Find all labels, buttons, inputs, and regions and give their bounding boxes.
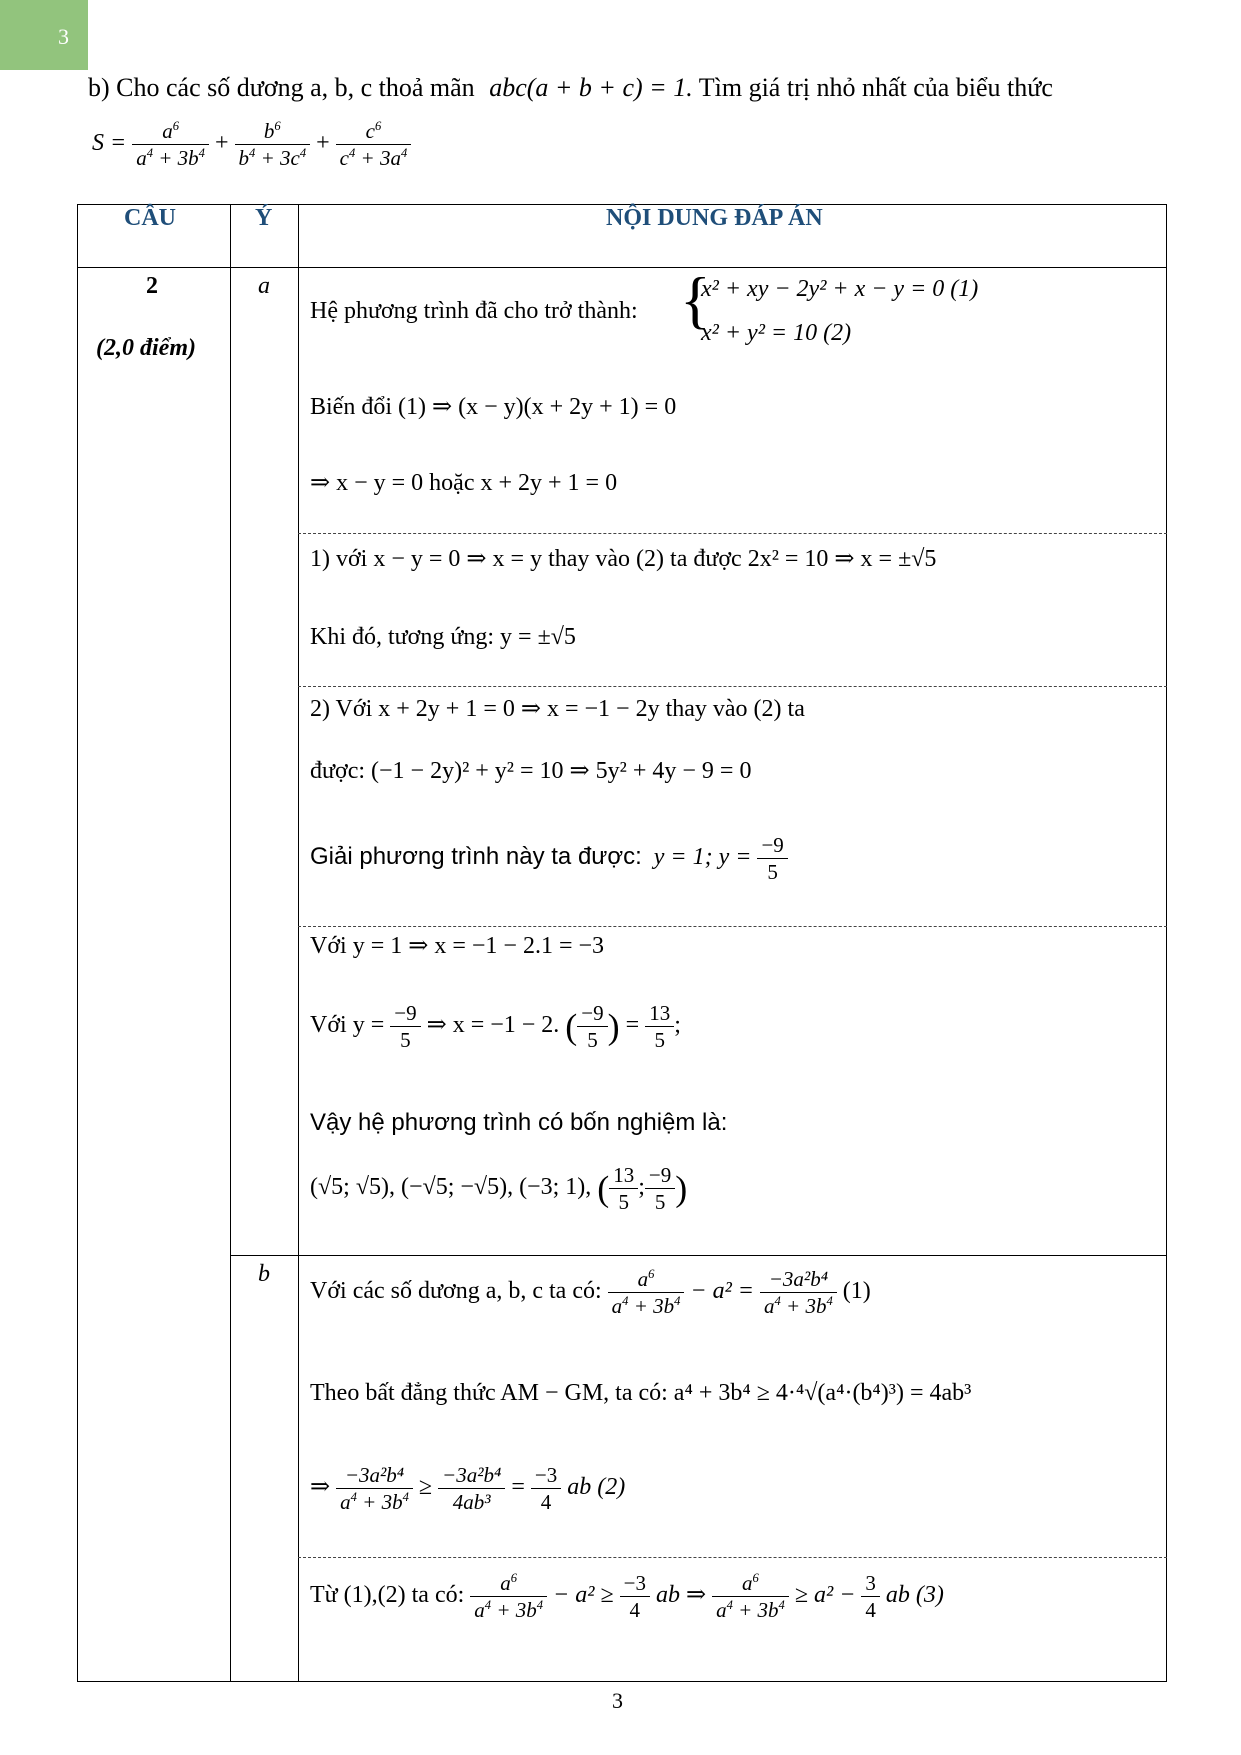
- question-number: 2: [146, 273, 158, 299]
- separator-1: [298, 533, 1167, 534]
- expression-s: S = $\frac{a^6}{a^4 + 3b^4}$ + $\frac{b^6}{b^4 + 3c^4}$ + $\frac{c^6}{c^4 + 3a^4}$: [92, 118, 411, 171]
- part-b-label: b: [258, 1261, 270, 1287]
- page-number-tab-label: 3: [58, 24, 69, 49]
- from-prefix: Từ (1),(2) ta có:: [310, 1582, 465, 1609]
- with-y2-frac3: $\frac{13}{5}$: [645, 1000, 674, 1053]
- problem-b-question: Tìm giá trị nhỏ nhất của biểu thức: [698, 73, 1053, 102]
- problem-b-intro: b) Cho các số dương a, b, c thoả mãn: [88, 73, 475, 102]
- tag-1: (1): [842, 1278, 871, 1305]
- inequality-2-line: ⇒ $\frac{\text{−3a²b⁴}}{a^4 + 3b^4}$ ≥ $\frac{\text{−3a²b⁴}}{\text{4ab³}}$ = $\frac{-3}{4}$ ab (2): [310, 1463, 626, 1514]
- ineq3-frac3: $\frac{a^6}{a^4 + 3b^4}$: [712, 1570, 789, 1623]
- page-footer-number: 3: [612, 1688, 623, 1713]
- page-number-tab: [0, 0, 88, 70]
- inequality-3-line: Từ (1),(2) ta có: $\frac{a^6}{a^4 + 3b^4}$ − a² ≥ $\frac{-3}{4}$ ab ⇒ $\frac{a^6}{a^4 + 3b^4}$ ≥ a² − $\frac{3}{4}$ ab (3): [310, 1571, 944, 1622]
- case2-line1: 2) Với x + 2y + 1 = 0 ⇒ x = −1 − 2y thay vào (2) ta: [310, 696, 805, 722]
- solutions-line: (√5; √5), (−√5; −√5), (−3; 1), ( $\frac{13}{5}$ ; $\frac{-9}{5}$ ): [310, 1163, 688, 1214]
- case2-line3-text: Giải phương trình này ta được:: [310, 843, 642, 871]
- s-lhs: S =: [92, 130, 127, 157]
- frac-neg9-over-5: $\frac{-9}{5}$: [757, 832, 787, 885]
- header-y: Ý: [255, 205, 273, 231]
- header-noi-dung: NỘI DUNG ĐÁP ÁN: [606, 205, 823, 231]
- case2-solution: y = 1; y =: [653, 844, 752, 871]
- system-intro: Hệ phương trình đã cho trở thành:: [310, 298, 638, 324]
- with-y2-frac2: $\frac{-9}{5}$: [577, 1000, 607, 1053]
- table-col-divider-1: [230, 204, 231, 1682]
- amgm-line: Theo bất đẳng thức AM − GM, ta có: a⁴ + 3b⁴ ≥ 4·⁴√(a⁴·(b⁴)³) = 4ab³: [310, 1380, 972, 1406]
- table-part-divider: [230, 1255, 1167, 1256]
- conclusion-line: Vậy hệ phương trình có bốn nghiệm là:: [310, 1109, 728, 1136]
- case2-line2: được: (−1 − 2y)² + y² = 10 ⇒ 5y² + 4y − 9 = 0: [310, 758, 752, 784]
- equation-2: x² + y² = 10 (2): [701, 320, 852, 346]
- equation-1: x² + xy − 2y² + x − y = 0 (1): [701, 276, 979, 302]
- tag-3: ab (3): [885, 1582, 944, 1609]
- ineq3-frac4: $\frac{3}{4}$: [861, 1570, 880, 1623]
- table-col-divider-2: [298, 204, 299, 1682]
- with-y1-line: Với y = 1 ⇒ x = −1 − 2.1 = −3: [310, 933, 605, 959]
- solution-frac-y: $\frac{-9}{5}$: [645, 1162, 675, 1215]
- with-y2-eq: =: [625, 1012, 640, 1039]
- problem-b-statement: [88, 72, 1053, 104]
- ineq2-frac3: $\frac{-3}{4}$: [531, 1462, 561, 1515]
- ineq3-frac2: $\frac{-3}{4}$: [620, 1570, 650, 1623]
- with-y2-mid: ⇒ x = −1 − 2.: [426, 1012, 560, 1039]
- question-points: (2,0 điểm): [96, 335, 196, 361]
- s-term-1: $\frac{a^6}{a^4 + 3b^4}$: [132, 118, 209, 171]
- system-brace: {: [680, 264, 711, 335]
- case1-line2: Khi đó, tương ứng: y = ±√5: [310, 624, 576, 650]
- separator-4: [298, 1557, 1167, 1558]
- ineq3-frac1: $\frac{a^6}{a^4 + 3b^4}$: [470, 1570, 547, 1623]
- transform-line: Biến đổi (1) ⇒ (x − y)(x + 2y + 1) = 0: [310, 394, 677, 420]
- tag-2: ab (2): [567, 1474, 626, 1501]
- answer-table: [77, 204, 1167, 1682]
- ineq2-frac2: $\frac{\text{−3a²b⁴}}{\text{4ab³}}$: [438, 1462, 505, 1515]
- with-y2-prefix: Với y =: [310, 1012, 385, 1039]
- solution-frac-x: $\frac{13}{5}$: [609, 1162, 638, 1215]
- table-header-divider: [77, 267, 1167, 268]
- header-cau: CÂU: [124, 205, 176, 231]
- problem-b-condition: abc(a + b + c) = 1.: [489, 73, 693, 102]
- with-y2-frac1: $\frac{-9}{5}$: [390, 1000, 420, 1053]
- solutions-prefix: (√5; √5), (−√5; −√5), (−3; 1),: [310, 1174, 592, 1201]
- part-a-label: a: [258, 273, 270, 299]
- separator-3: [298, 926, 1167, 927]
- case2-line3: [310, 832, 788, 885]
- part-b-line1-prefix: Với các số dương a, b, c ta có:: [310, 1278, 602, 1305]
- part-b-frac-a6: $\frac{a^6}{a^4 + 3b^4}$: [608, 1266, 685, 1319]
- s-term-3: $\frac{c^6}{c^4 + 3a^4}$: [336, 118, 412, 171]
- part-b-line1: [310, 1266, 871, 1319]
- with-y2-line: Với y = $\frac{-9}{5}$ ⇒ x = −1 − 2. ( $\frac{-9}{5}$ ) = $\frac{13}{5}$ ;: [310, 1001, 681, 1052]
- s-term-2: $\frac{b^6}{b^4 + 3c^4}$: [235, 118, 311, 171]
- case1-line1: 1) với x − y = 0 ⇒ x = y thay vào (2) ta được 2x² = 10 ⇒ x = ±√5: [310, 546, 937, 572]
- part-b-frac-rhs: $\frac{\text{−3a²b⁴}}{a^4 + 3b^4}$: [760, 1266, 837, 1319]
- separator-2: [298, 686, 1167, 687]
- cases-line: ⇒ x − y = 0 hoặc x + 2y + 1 = 0: [310, 470, 618, 496]
- ineq2-frac1: $\frac{\text{−3a²b⁴}}{a^4 + 3b^4}$: [336, 1462, 413, 1515]
- part-b-minus-a2: − a² =: [690, 1278, 754, 1305]
